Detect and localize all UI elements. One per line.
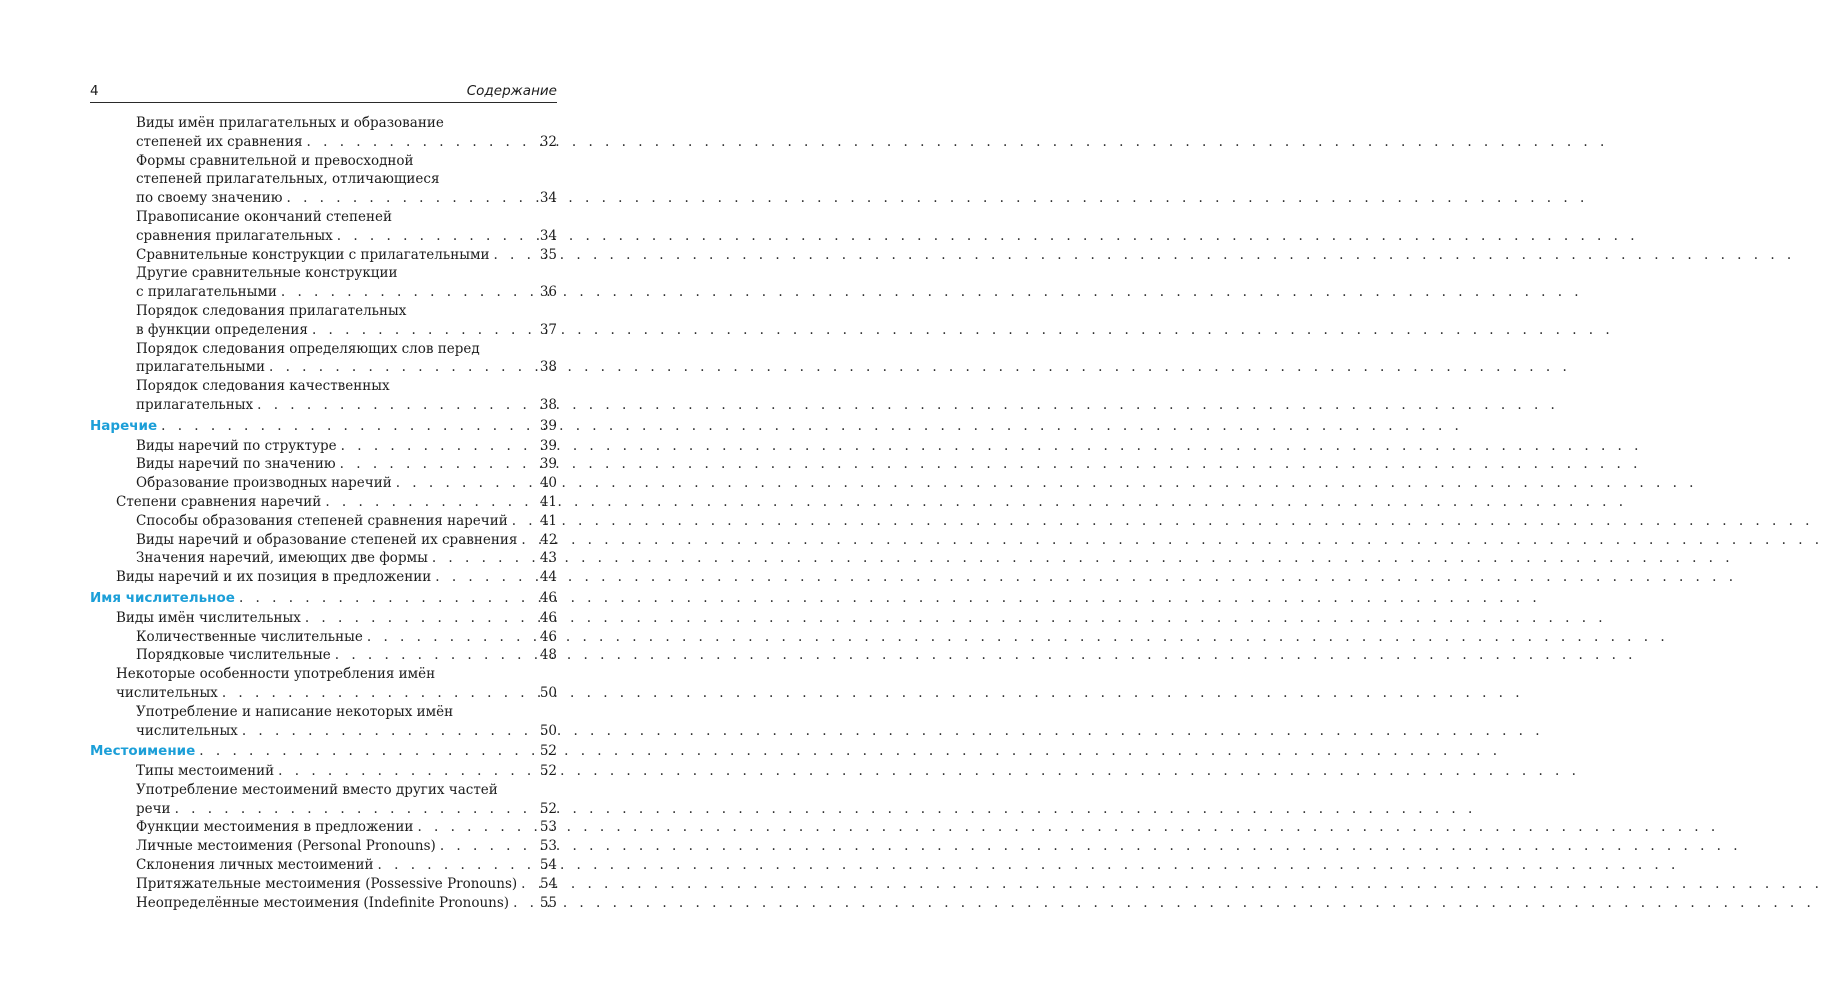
- toc-page-number: 38: [539, 359, 557, 376]
- toc-entry-title: Образование производных наречий: [136, 475, 392, 492]
- toc-entry-title: Функции местоимения в предложении: [136, 819, 414, 836]
- toc-entry: [90, 646, 557, 665]
- toc-entry: [90, 837, 557, 856]
- dot-leader: [281, 283, 531, 302]
- toc-entry-line: Формы сравнительной и превосходной: [136, 152, 414, 169]
- toc-entry-line: Другие сравнительные конструкции: [136, 265, 398, 282]
- toc-section-heading: [90, 417, 557, 436]
- toc-page-number: 50: [539, 722, 557, 739]
- toc-entry-title: степеней их сравнения: [136, 133, 303, 150]
- dot-leader: [378, 856, 531, 875]
- dot-leader: [417, 818, 531, 837]
- toc-page-number: 36: [539, 284, 557, 301]
- toc-section-heading: [90, 742, 557, 761]
- toc-entry: [90, 152, 557, 208]
- dot-leader: [222, 684, 531, 703]
- toc-entry-title: Значения наречий, имеющих две формы: [136, 550, 428, 567]
- running-header: [90, 82, 557, 103]
- toc-entry: [90, 455, 557, 474]
- toc-page-number: 50: [539, 684, 557, 701]
- toc-page-number: 40: [539, 475, 557, 492]
- section-title: Имя числительное: [90, 589, 235, 606]
- toc-entry-line: Правописание окончаний степеней: [136, 208, 393, 225]
- section-title: Наречие: [90, 417, 158, 434]
- dot-leader: [175, 800, 531, 819]
- toc-entry-line: Употребление местоимений вместо других частей: [136, 781, 498, 798]
- toc-page-number: 53: [539, 819, 557, 836]
- toc-entry-title: прилагательных: [136, 396, 254, 413]
- dot-leader: [325, 493, 531, 512]
- toc-page-number: 53: [539, 838, 557, 855]
- dot-leader: [312, 321, 531, 340]
- toc-entry-title: Способы образования степеней сравнения наречий: [136, 512, 508, 529]
- dot-leader: [269, 358, 531, 377]
- toc-entry: [90, 246, 557, 265]
- toc-entry: [90, 531, 557, 550]
- dot-leader: [341, 437, 531, 456]
- toc-page-number: 55: [539, 894, 557, 911]
- dot-leader: [435, 568, 531, 587]
- toc-entry: [90, 302, 557, 340]
- toc-entry-line: Употребление и написание некоторых имён: [136, 703, 454, 720]
- toc-entry-title: Виды имён числительных: [116, 609, 301, 626]
- toc-entry-line: Порядок следования определяющих слов перед: [136, 340, 480, 357]
- toc-entry: [90, 781, 557, 819]
- toc-entry: [90, 377, 557, 415]
- toc-page-number: 32: [539, 133, 557, 150]
- dot-leader: [161, 417, 531, 436]
- toc-entry: [90, 114, 557, 152]
- toc-entry: [90, 628, 557, 647]
- toc-page-number: 41: [539, 493, 557, 510]
- dot-leader: [199, 742, 531, 761]
- dot-leader: [432, 549, 531, 568]
- toc-entry-title: Притяжательные местоимения (Possessive Pronouns): [136, 875, 518, 892]
- dot-leader: [242, 722, 531, 741]
- dot-leader: [239, 589, 531, 608]
- toc-entry-title: числительных: [116, 684, 218, 701]
- toc-entry-title: Порядковые числительные: [136, 647, 331, 664]
- toc-entry-line: Виды имён прилагательных и образование: [136, 115, 444, 131]
- toc-entry: [90, 609, 557, 628]
- toc-page-number: 39: [539, 417, 557, 434]
- toc-page-number: 39: [539, 437, 557, 454]
- toc-entry: [90, 549, 557, 568]
- dot-leader: [307, 133, 531, 152]
- toc-entry-title: Сравнительные конструкции с прилагательными: [136, 246, 490, 263]
- dot-leader: [335, 646, 531, 665]
- toc-entry: [90, 208, 557, 246]
- dot-leader: [367, 628, 531, 647]
- dot-leader: [512, 512, 531, 531]
- toc-page-number: 37: [539, 321, 557, 338]
- toc-page-number: 43: [539, 550, 557, 567]
- toc-entry-title: Количественные числительные: [136, 628, 363, 645]
- dot-leader: [305, 609, 531, 628]
- toc-entry-title: сравнения прилагательных: [136, 227, 333, 244]
- toc-entry-title: Виды наречий по структуре: [136, 437, 337, 454]
- toc-entry-title: в функции определения: [136, 321, 308, 338]
- dot-leader: [278, 762, 531, 781]
- toc-entry: [90, 894, 557, 913]
- toc-entry: [90, 875, 557, 894]
- table-of-contents: [90, 114, 557, 912]
- toc-entry-title: Личные местоимения (Personal Pronouns): [136, 838, 436, 855]
- toc-entry: [90, 818, 557, 837]
- toc-entry: [90, 665, 557, 703]
- toc-entry-title: Виды наречий и образование степеней их сравнения: [136, 531, 518, 548]
- toc-page-number: 34: [539, 227, 557, 244]
- toc-page-number: 39: [539, 456, 557, 473]
- toc-entry-title: Типы местоимений: [136, 763, 275, 780]
- toc-entry: [90, 703, 557, 741]
- toc-entry: [90, 762, 557, 781]
- toc-page-number: 46: [539, 609, 557, 626]
- toc-entry-line: Порядок следования прилагательных: [136, 302, 407, 319]
- toc-entry-title: числительных: [136, 722, 238, 739]
- dot-leader: [521, 531, 531, 550]
- toc-page-number: 38: [539, 396, 557, 413]
- toc-entry-title: Склонения личных местоимений: [136, 857, 374, 874]
- dot-leader: [396, 474, 531, 493]
- toc-entry: [90, 340, 557, 378]
- page-number: 4: [90, 83, 99, 99]
- toc-page-number: 41: [539, 512, 557, 529]
- dot-leader: [493, 246, 531, 265]
- toc-page-number: 54: [539, 875, 558, 892]
- toc-page-number: 46: [539, 628, 557, 645]
- toc-entry-title: с прилагательными: [136, 284, 277, 301]
- toc-entry-line: Некоторые особенности употребления имён: [116, 666, 436, 683]
- toc-entry: [90, 474, 557, 493]
- toc-entry: [90, 568, 557, 587]
- dot-leader: [257, 396, 531, 415]
- toc-page-number: 35: [539, 246, 557, 263]
- toc-page-number: 54: [539, 857, 557, 874]
- toc-entry: [90, 264, 557, 302]
- toc-page-number: 34: [539, 190, 557, 207]
- toc-page-number: 42: [540, 531, 558, 548]
- toc-entry-title: прилагательными: [136, 359, 266, 376]
- toc-entry-title: Виды наречий и их позиция в предложении: [116, 569, 432, 586]
- toc-page-number: 52: [539, 800, 557, 817]
- toc-entry-title: речи: [136, 800, 171, 817]
- toc-entry-line: Порядок следования качественных: [136, 378, 390, 395]
- toc-page-number: 44: [539, 569, 557, 586]
- toc-entry: [90, 493, 557, 512]
- toc-page-number: 46: [539, 589, 557, 606]
- dot-leader: [337, 227, 531, 246]
- dot-leader: [521, 875, 531, 894]
- running-title: Содержание: [466, 83, 557, 99]
- dot-leader: [340, 455, 531, 474]
- toc-entry-title: по своему значению: [136, 190, 283, 207]
- toc-section-heading: [90, 589, 557, 608]
- toc-page-number: 48: [539, 647, 557, 664]
- toc-entry: [90, 437, 557, 456]
- toc-entry-title: Степени сравнения наречий: [116, 493, 322, 510]
- toc-page-number: 52: [539, 743, 557, 760]
- section-title: Местоимение: [90, 743, 196, 760]
- dot-leader: [440, 837, 531, 856]
- dot-leader: [287, 189, 531, 208]
- toc-entry-title: Виды наречий по значению: [136, 456, 336, 473]
- toc-entry-title: Неопределённые местоимения (Indefinite Pronouns): [136, 894, 510, 911]
- toc-entry: [90, 512, 557, 531]
- toc-entry: [90, 856, 557, 875]
- dot-leader: [513, 894, 531, 913]
- toc-entry-line: степеней прилагательных, отличающиеся: [136, 171, 440, 188]
- toc-page-number: 52: [539, 763, 557, 780]
